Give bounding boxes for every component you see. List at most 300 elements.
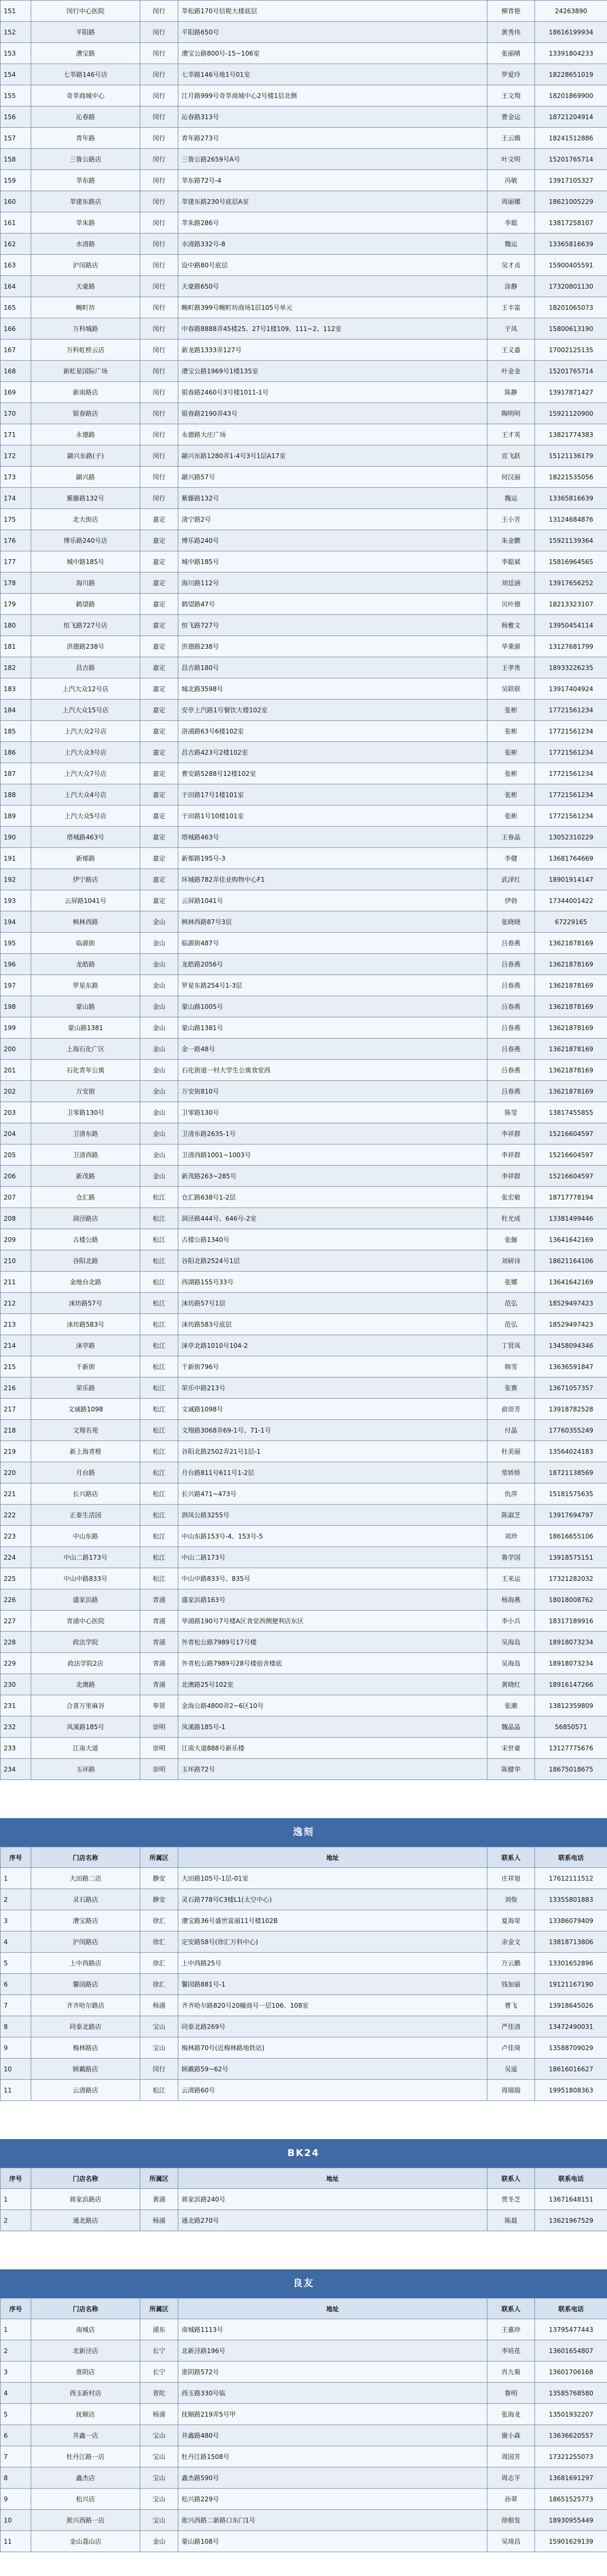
store-name: 凤溪路185号 (31, 1716, 140, 1738)
store-name: 新虹星国际广场 (31, 361, 140, 382)
address: 博乐路240号 (178, 530, 487, 551)
phone-number: 18616199934 (535, 22, 607, 43)
district: 金山 (140, 1102, 178, 1123)
row-number: 207 (1, 1187, 31, 1208)
address: 涞坊路583号底层 (178, 1314, 487, 1335)
table-row (1, 1039, 607, 1060)
row-number: 191 (1, 848, 31, 869)
store-name: 齐齐哈尔路店 (31, 1995, 140, 2016)
row-number: 7 (1, 2446, 31, 2467)
district: 闵行 (140, 234, 178, 255)
store-name: 新郁路 (31, 848, 140, 869)
address: 定安路58号(徐汇万科中心) (178, 1931, 487, 1953)
store-name: 梅林路店 (31, 2037, 140, 2059)
address: 云屏路1041号 (178, 890, 487, 911)
row-number: 176 (1, 530, 31, 551)
phone-number: 18317189916 (535, 1611, 607, 1632)
district: 闵行 (140, 212, 178, 234)
address: 洛浦路63号6楼102室 (178, 721, 487, 742)
district: 闵行 (140, 43, 178, 64)
table-row (1, 573, 607, 594)
address: 莘松路170号信税大楼底层 (178, 1, 487, 22)
row-number: 171 (1, 424, 31, 445)
table-row (1, 1632, 607, 1653)
contact-person: 吕春燕 (487, 954, 535, 975)
district: 宝山 (140, 2510, 178, 2531)
contact-person: 吕春燕 (487, 1060, 535, 1081)
row-number: 170 (1, 403, 31, 424)
district: 闵行 (140, 318, 178, 339)
address: 谷阳北路2502弄21号1层-1 (178, 1441, 487, 1462)
district: 宝山 (140, 2037, 178, 2059)
store-name: 奇莘商城中心 (31, 85, 140, 106)
district: 宝山 (140, 2467, 178, 2489)
row-number: 4 (1, 2383, 31, 2404)
phone-number: 13621878169 (535, 954, 607, 975)
table-row (1, 2404, 607, 2425)
address: 昌吉路423号2楼102室 (178, 742, 487, 763)
contact-person: 华秉源 (487, 636, 535, 657)
district: 徐汇 (140, 1974, 178, 1995)
address: 蒙山路1005号 (178, 996, 487, 1017)
district: 松江 (140, 1272, 178, 1293)
main-store-table-body (1, 1, 607, 1780)
row-number: 225 (1, 1568, 31, 1589)
row-number: 218 (1, 1420, 31, 1441)
contact-person: 杜美丽 (487, 1441, 535, 1462)
contact-person: 曹金运 (487, 106, 535, 128)
store-name: 长兴路店 (31, 1483, 140, 1505)
store-name: 馨园路店 (31, 1974, 140, 1995)
store-name: 古楼公路 (31, 1229, 140, 1250)
contact-person: 曹飞 (487, 1995, 535, 2016)
store-name: 上汽大众3号店 (31, 742, 140, 763)
contact-person: 冯敏 (487, 170, 535, 191)
table-row (1, 806, 607, 827)
district: 松江 (140, 1420, 178, 1441)
table-row (1, 318, 607, 339)
district: 青浦 (140, 1674, 178, 1695)
row-number: 197 (1, 975, 31, 996)
contact-person: 叶文明 (487, 149, 535, 170)
row-number: 210 (1, 1250, 31, 1272)
address: 顾戴路59~62号 (178, 2059, 487, 2080)
table-row (1, 255, 607, 276)
contact-person: 魏运 (487, 234, 535, 255)
contact-person: 张彬 (487, 721, 535, 742)
table-row (1, 1483, 607, 1505)
section-table (0, 2298, 607, 2552)
contact-person: 吕春燕 (487, 1039, 535, 1060)
store-name: 颛兴东路(子) (31, 445, 140, 467)
row-number: 9 (1, 2489, 31, 2510)
store-name: 天豪路 (31, 276, 140, 297)
address: 泗凤公路3255号 (178, 1505, 487, 1526)
row-number: 234 (1, 1759, 31, 1780)
row-number: 196 (1, 954, 31, 975)
store-name: 鹤望路 (31, 594, 140, 615)
table-row (1, 721, 607, 742)
store-name: 莘建东路店 (31, 191, 140, 212)
phone-number: 17721561234 (535, 763, 607, 784)
phone-number: 13355801883 (535, 1889, 607, 1910)
contact-person: 涂静 (487, 276, 535, 297)
table-row (1, 212, 607, 234)
table-row (1, 191, 607, 212)
district: 杨浦 (140, 1995, 178, 2016)
phone-number: 19951808363 (535, 2080, 607, 2101)
district: 金山 (140, 1017, 178, 1039)
district: 金山 (140, 933, 178, 954)
phone-number: 17002125135 (535, 339, 607, 361)
district: 松江 (140, 1505, 178, 1526)
store-name: 谷阳北路 (31, 1250, 140, 1272)
store-name: 蒙山路1381 (31, 1017, 140, 1039)
contact-person: 谢小森 (487, 2425, 535, 2446)
table-row (1, 361, 607, 382)
table-row (1, 1187, 607, 1208)
phone-number: 18918073234 (535, 1653, 607, 1674)
row-number: 214 (1, 1335, 31, 1356)
table-row (1, 869, 607, 890)
address: 鹤望路47号 (178, 594, 487, 615)
phone-number: 17320801130 (535, 276, 607, 297)
contact-person: 李健 (487, 848, 535, 869)
address: 枫林西路87号3层 (178, 911, 487, 933)
district: 崇明 (140, 1738, 178, 1759)
district: 嘉定 (140, 784, 178, 806)
table-row (1, 890, 607, 911)
address: 涞坊路57号1层 (178, 1293, 487, 1314)
store-name: 涞亭路 (31, 1335, 140, 1356)
store-name: 上汽大众4号店 (31, 784, 140, 806)
row-number: 216 (1, 1378, 31, 1399)
table-row (1, 1102, 607, 1123)
store-name: 通北路店 (31, 2210, 140, 2231)
table-row (1, 827, 607, 848)
contact-person: 王来运 (487, 1568, 535, 1589)
row-number: 178 (1, 573, 31, 594)
phone-number: 13621878169 (535, 933, 607, 954)
row-number: 193 (1, 890, 31, 911)
table-row (1, 1547, 607, 1568)
store-name: 洪德路238号 (31, 636, 140, 657)
contact-person: 李培花 (487, 2340, 535, 2362)
address: 卫清西路1001~1003号 (178, 1144, 487, 1166)
phone-number: 18201869900 (535, 85, 607, 106)
contact-person: 王云娥 (487, 128, 535, 149)
district: 松江 (140, 1229, 178, 1250)
district: 嘉定 (140, 678, 178, 700)
contact-person: 杨雅文 (487, 615, 535, 636)
table-header-row (1, 1847, 607, 1868)
address: 新郁路195号-3 (178, 848, 487, 869)
contact-person: 张彬 (487, 806, 535, 827)
address: 鑫杰路590号 (178, 2467, 487, 2489)
district: 奉贤 (140, 1695, 178, 1716)
contact-person: 鲁学国 (487, 1547, 535, 1568)
address: 江南大道888号新乐楼 (178, 1738, 487, 1759)
address: 云清路60号 (178, 2080, 487, 2101)
row-number: 10 (1, 2059, 31, 2080)
district: 嘉定 (140, 848, 178, 869)
table-row (1, 848, 607, 869)
row-number: 11 (1, 2531, 31, 2552)
address: 外青松公路7989号28号楼宿舍楼底 (178, 1653, 487, 1674)
phone-number: 15816964565 (535, 551, 607, 573)
address: 长兴路471~473号 (178, 1483, 487, 1505)
address: 涞亭北路1010号104-2 (178, 1335, 487, 1356)
phone-number: 13124684876 (535, 509, 607, 530)
row-number: 160 (1, 191, 31, 212)
district: 嘉定 (140, 827, 178, 848)
row-number: 177 (1, 551, 31, 573)
address: 淞兴西路二新路口东门1号 (178, 2510, 487, 2531)
store-name: 政法学院 (31, 1632, 140, 1653)
row-number: 2 (1, 1889, 31, 1910)
phone-number: 13052310229 (535, 827, 607, 848)
row-number: 186 (1, 742, 31, 763)
contact-person: 陈静 (487, 382, 535, 403)
phone-number: 13601654807 (535, 2340, 607, 2362)
contact-person: 肖九菊 (487, 2362, 535, 2383)
table-row (1, 149, 607, 170)
district: 闵行 (140, 445, 178, 467)
district: 嘉定 (140, 657, 178, 678)
section-title: BK24 (0, 2139, 607, 2168)
contact-person: 刘珍 (487, 1526, 535, 1547)
contact-person: 杨海燕 (487, 1589, 535, 1611)
table-row (1, 2037, 607, 2059)
row-number: 222 (1, 1505, 31, 1526)
phone-number: 13917404924 (535, 678, 607, 700)
address: 蒙山路1381号 (178, 1017, 487, 1039)
row-number: 180 (1, 615, 31, 636)
row-number: 220 (1, 1462, 31, 1483)
phone-number: 17721561234 (535, 742, 607, 763)
contact-person: 魏运 (487, 488, 535, 509)
section-title: 良友 (0, 2269, 607, 2298)
phone-number: 18717778194 (535, 1187, 607, 1208)
column-header-row-number: 序号 (1, 2168, 31, 2189)
table-header-row (1, 2298, 607, 2319)
contact-person: 张宏敏 (487, 1187, 535, 1208)
district: 金山 (140, 975, 178, 996)
row-number: 209 (1, 1229, 31, 1250)
district: 松江 (140, 1483, 178, 1505)
section-spacer (0, 1780, 607, 1818)
contact-person: 张娜 (487, 1272, 535, 1293)
table-row (1, 128, 607, 149)
store-name: 卫清西路 (31, 1144, 140, 1166)
district: 青浦 (140, 1653, 178, 1674)
phone-number: 13917694797 (535, 1505, 607, 1526)
row-number: 172 (1, 445, 31, 467)
store-name: 莘朱路 (31, 212, 140, 234)
row-number: 8 (1, 2016, 31, 2037)
table-row (1, 594, 607, 615)
phone-number: 13621878169 (535, 975, 607, 996)
address: 梅林路70号(近梅林路地铁站) (178, 2037, 487, 2059)
phone-number: 13681764669 (535, 848, 607, 869)
phone-number: 13671648151 (535, 2189, 607, 2210)
phone-number: 13564024183 (535, 1441, 607, 1462)
section-table (0, 2168, 607, 2231)
table-row (1, 2319, 607, 2340)
district: 嘉定 (140, 742, 178, 763)
district: 闵行 (140, 424, 178, 445)
row-number: 1 (1, 2189, 31, 2210)
district: 金山 (140, 2531, 178, 2552)
store-name: 蒙山路 (31, 996, 140, 1017)
column-header-district: 所属区 (140, 2168, 178, 2189)
contact-person: 王春晶 (487, 827, 535, 848)
row-number: 233 (1, 1738, 31, 1759)
address: 蒙山路108号 (178, 2531, 487, 2552)
row-number: 223 (1, 1526, 31, 1547)
phone-number: 13301652896 (535, 1953, 607, 1974)
row-number: 198 (1, 996, 31, 1017)
phone-number: 13636591847 (535, 1356, 607, 1378)
phone-number: 13588709029 (535, 2037, 607, 2059)
section-spacer (0, 2101, 607, 2139)
store-name: 银春路店 (31, 403, 140, 424)
phone-number: 13817258107 (535, 212, 607, 234)
table-row (1, 1462, 607, 1483)
column-header-phone-number: 联系电话 (535, 1847, 607, 1868)
table-row (1, 700, 607, 721)
store-name: 松兴店 (31, 2489, 140, 2510)
table-row (1, 2016, 607, 2037)
phone-number: 13812359809 (535, 1695, 607, 1716)
address: 紫藤路132号 (178, 488, 487, 509)
section-title: 逸刻 (0, 1818, 607, 1847)
row-number: 1 (1, 1868, 31, 1889)
address: 金海公路4800弄2~6区10号 (178, 1695, 487, 1716)
phone-number: 15901629139 (535, 2531, 607, 2552)
row-number: 175 (1, 509, 31, 530)
table-row (1, 64, 607, 85)
store-name: 上汽大众12号店 (31, 678, 140, 700)
contact-person: 周国芳 (487, 2446, 535, 2467)
row-number: 3 (1, 1910, 31, 1931)
contact-person: 鲁明 (487, 2383, 535, 2404)
contact-person: 吴联联 (487, 678, 535, 700)
table-row (1, 1250, 607, 1272)
contact-person: 陈莹 (487, 1102, 535, 1123)
contact-person: 孙翠 (487, 2489, 535, 2510)
address: 江月路999号奇莘商城中心2号楼1层北侧 (178, 85, 487, 106)
row-number: 187 (1, 763, 31, 784)
contact-person: 吕春燕 (487, 1081, 535, 1102)
row-number: 161 (1, 212, 31, 234)
contact-person: 吕春燕 (487, 996, 535, 1017)
district: 嘉定 (140, 700, 178, 721)
contact-person: 王小芳 (487, 509, 535, 530)
phone-number: 18221535056 (535, 467, 607, 488)
row-number: 185 (1, 721, 31, 742)
district: 闵行 (140, 22, 178, 43)
address: 永德路大庄广场 (178, 424, 487, 445)
district: 宝山 (140, 2425, 178, 2446)
contact-person: 张丽晴 (487, 43, 535, 64)
address: 洪德路238号 (178, 636, 487, 657)
address: 古楼公路1340号 (178, 1229, 487, 1250)
row-number: 212 (1, 1293, 31, 1314)
store-name: 万安街 (31, 1081, 140, 1102)
table-row (1, 530, 607, 551)
district: 徐汇 (140, 1910, 178, 1931)
district: 闵行 (140, 170, 178, 191)
store-name: 金山荔山店 (31, 2531, 140, 2552)
address: 蒋家浜路240号 (178, 2189, 487, 2210)
phone-number: 13917105327 (535, 170, 607, 191)
phone-number: 13671057357 (535, 1378, 607, 1399)
contact-person: 张俪 (487, 1229, 535, 1250)
row-number: 169 (1, 382, 31, 403)
address: 中山中路833号、835号 (178, 1568, 487, 1589)
address: 灵石路778号C3楼L1(太空中心) (178, 1889, 487, 1910)
row-number: 215 (1, 1356, 31, 1378)
chain-section (0, 2139, 607, 2231)
table-row (1, 1081, 607, 1102)
address: 城北路3598号 (178, 678, 487, 700)
row-number: 224 (1, 1547, 31, 1568)
address: 金一路48号 (178, 1039, 487, 1060)
table-row (1, 424, 607, 445)
district: 松江 (140, 1187, 178, 1208)
phone-number: 24263890 (535, 1, 607, 22)
store-name: 北大街店 (31, 509, 140, 530)
district: 松江 (140, 1293, 178, 1314)
section-table-body (1, 2319, 607, 2552)
phone-number: 18616655106 (535, 1526, 607, 1547)
store-name: 北新泾店 (31, 2340, 140, 2362)
address: 于田路17号1楼101室 (178, 784, 487, 806)
address: 淮阴路572号 (178, 2362, 487, 2383)
phone-number: 18916147266 (535, 1674, 607, 1695)
address: 莘建东路230号底层A室 (178, 191, 487, 212)
contact-person: 李祥群 (487, 1144, 535, 1166)
contact-person: 王丰富 (487, 297, 535, 318)
district: 金山 (140, 954, 178, 975)
table-row (1, 954, 607, 975)
table-row (1, 678, 607, 700)
table-row (1, 1974, 607, 1995)
phone-number: 13918645026 (535, 1995, 607, 2016)
contact-person: 徐根发 (487, 2510, 535, 2531)
table-row (1, 1568, 607, 1589)
address: 卫零路130号 (178, 1102, 487, 1123)
phone-number: 56850571 (535, 1716, 607, 1738)
column-header-district: 所属区 (140, 1847, 178, 1868)
address: 盛家浜路163号 (178, 1589, 487, 1611)
phone-number: 13585768580 (535, 2383, 607, 2404)
row-number: 168 (1, 361, 31, 382)
district: 闵行 (140, 297, 178, 318)
address: 清宁路2号 (178, 509, 487, 530)
row-number: 11 (1, 2080, 31, 2101)
phone-number: 67229165 (535, 911, 607, 933)
store-name: 月台路 (31, 1462, 140, 1483)
contact-person: 常娇娇 (487, 1462, 535, 1483)
store-name: 盛家浜路 (31, 1589, 140, 1611)
district: 闵行 (140, 106, 178, 128)
phone-number: 13821774383 (535, 424, 607, 445)
store-name: 万科城路 (31, 318, 140, 339)
store-name: 沪闵路店 (31, 1931, 140, 1953)
district: 闵行 (140, 85, 178, 106)
